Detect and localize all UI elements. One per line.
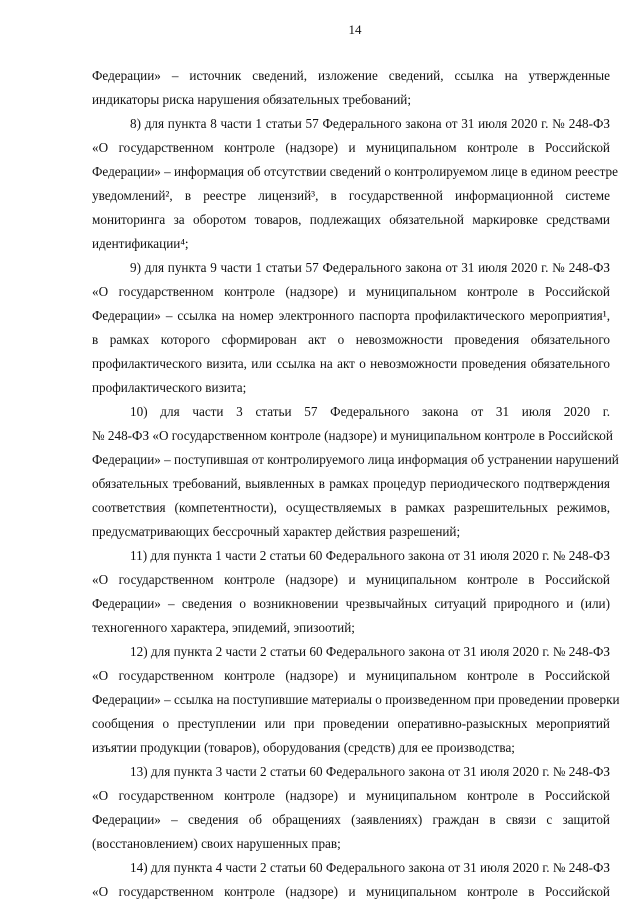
text-line: предусматривающих бессрочный характер действия разрешений; xyxy=(92,524,461,539)
text-line: профилактического визита; xyxy=(92,380,247,395)
text-line: 14) для пункта 4 части 2 статьи 60 Федерального закона от 31 июля 2020 г. № 248-ФЗ xyxy=(130,860,610,875)
text-line: Федерации» – поступившая от контролируемого лица информация об устранении нарушений xyxy=(92,452,619,467)
text-line: 12) для пункта 2 части 2 статьи 60 Федерального закона от 31 июля 2020 г. № 248-ФЗ xyxy=(130,644,610,659)
text-line: соответствия (компетентности), осуществляемых в рамках разрешительных режимов, xyxy=(92,500,610,515)
paragraph xyxy=(92,64,610,112)
text-line: в рамках которого сформирован акт о невозможности проведения обязательного xyxy=(92,332,610,347)
text-line: «О государственном контроле (надзоре) и муниципальном контроле в Российской xyxy=(92,284,610,299)
text-line: обязательных требований, выявленных в рамках процедур периодического подтверждения xyxy=(92,476,610,491)
paragraph xyxy=(92,640,620,760)
text-line: 9) для пункта 9 части 1 статьи 57 Федерального закона от 31 июля 2020 г. № 248-ФЗ xyxy=(130,260,610,275)
text-line: «О государственном контроле (надзоре) и муниципальном контроле в Российской xyxy=(92,668,610,683)
text-line: Федерации» – сведения об обращениях (заявлениях) граждан в связи с защитой xyxy=(92,812,610,827)
text-line: (восстановлением) своих нарушенных прав; xyxy=(92,836,341,851)
text-line: техногенного характера, эпидемий, эпизоотий; xyxy=(92,620,355,635)
page-number: 14 xyxy=(348,22,362,37)
text-line: «О государственном контроле (надзоре) и муниципальном контроле в Российской xyxy=(92,140,610,155)
text-line: «О государственном контроле (надзоре) и муниципальном контроле в Российской xyxy=(92,572,610,587)
document-body xyxy=(92,64,620,904)
text-line: индикаторы риска нарушения обязательных требований; xyxy=(92,92,412,107)
text-line: Федерации» – ссылка на номер электронного паспорта профилактического мероприятия¹, xyxy=(92,308,610,323)
text-line: 10) для части 3 статьи 57 Федерального закона от 31 июля 2020 г. xyxy=(130,404,610,419)
text-line: «О государственном контроле (надзоре) и муниципальном контроле в Российской xyxy=(92,788,610,803)
text-line: профилактического визита, или ссылка на акт о невозможности проведения обязательного xyxy=(92,356,610,371)
text-line: мониторинга за оборотом товаров, подлежащих обязательной маркировке средствами xyxy=(92,212,610,227)
text-line: 11) для пункта 1 части 2 статьи 60 Федерального закона от 31 июля 2020 г. № 248-ФЗ xyxy=(130,548,610,563)
text-line: Федерации» – ссылка на поступившие материалы о произведенном при проведении проверки xyxy=(92,692,620,707)
text-line: Федерации» – источник сведений, изложение сведений, ссылка на утвержденные xyxy=(92,68,610,83)
text-line: сообщения о преступлении или при проведении оперативно-разыскных мероприятий xyxy=(92,716,610,731)
paragraph xyxy=(92,400,619,544)
paragraph xyxy=(92,856,610,904)
text-line: № 248-ФЗ «О государственном контроле (надзоре) и муниципальном контроле в Российской xyxy=(92,428,613,443)
text-line: Федерации» – сведения о возникновении чрезвычайных ситуаций природного и (или) xyxy=(92,596,610,611)
paragraph xyxy=(92,544,610,640)
paragraph xyxy=(92,256,610,400)
paragraph xyxy=(92,760,610,856)
text-line: 8) для пункта 8 части 1 статьи 57 Федерального закона от 31 июля 2020 г. № 248-ФЗ xyxy=(130,116,610,131)
text-line: «О государственном контроле (надзоре) и муниципальном контроле в Российской xyxy=(92,884,610,899)
text-line: изъятии продукции (товаров), оборудования (средств) для ее производства; xyxy=(92,740,515,755)
text-line: Федерации» – информация об отсутствии сведений о контролируемом лице в едином реестре xyxy=(92,164,618,179)
paragraph xyxy=(92,112,618,256)
text-line: уведомлений², в реестре лицензий³, в государственной информационной системе xyxy=(92,188,610,203)
text-line: 13) для пункта 3 части 2 статьи 60 Федерального закона от 31 июля 2020 г. № 248-ФЗ xyxy=(130,764,610,779)
text-line: идентификации⁴; xyxy=(92,236,189,251)
